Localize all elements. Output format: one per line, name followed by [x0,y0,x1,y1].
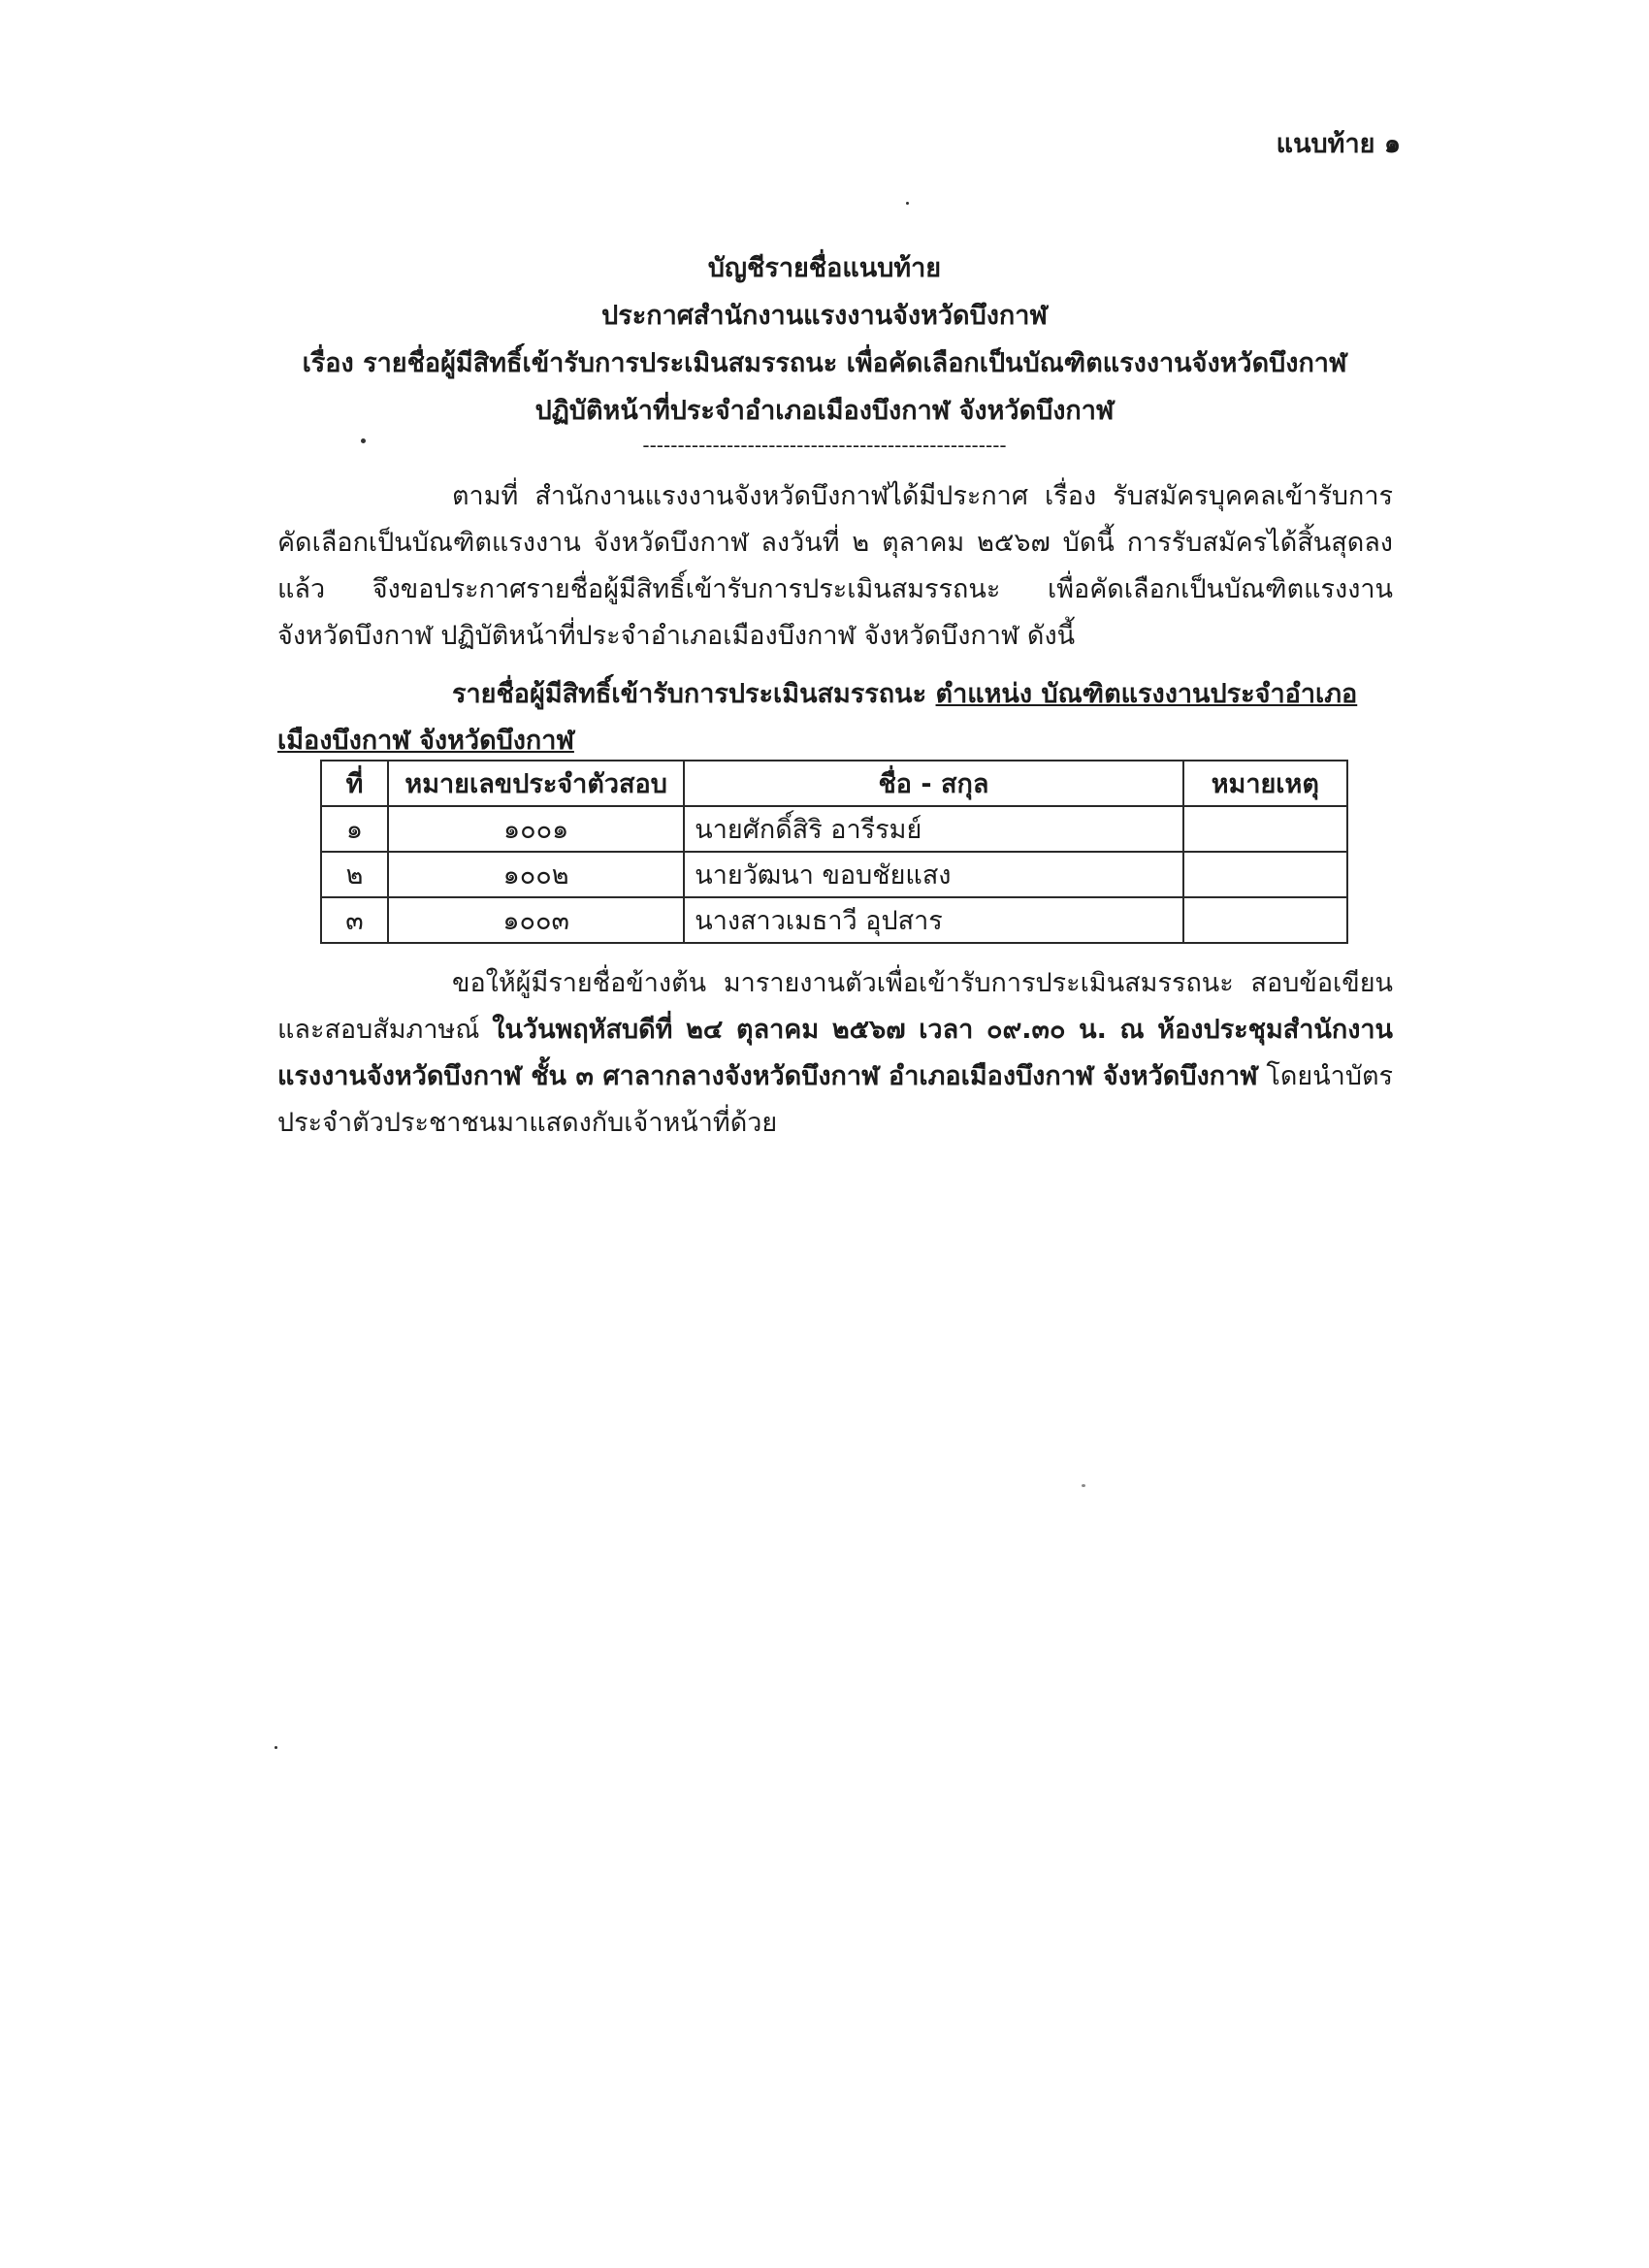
cell-no: ๑ [321,806,388,852]
table-row [321,897,1347,943]
candidates-table [320,760,1348,944]
closing-text-3: โดยนำบัตรประจำตัวประชาชนมาแสดงกับเจ้าหน้าที่ด้วย [277,1061,1393,1138]
heading-line-2: ประกาศสำนักงานแรงงานจังหวัดบึงกาฬ [601,301,1048,331]
attachment-label: แนบท้าย ๑ [1276,129,1401,159]
scan-speck [1082,1484,1085,1487]
closing-text-1: ขอให้ผู้มีรายชื่อข้างต้น มารายงานตัวเพื่อเข้ารับการประเมินสมรรถนะ สอบข้อเขียน และสอบสัมภาษณ์ [277,968,1393,1045]
cell-remark [1183,852,1347,897]
cell-remark [1183,806,1347,852]
intro-text: ตามที่ สำนักงานแรงงานจังหวัดบึงกาฬได้มีประกาศ เรื่อง รับสมัครบุคคลเข้ารับการคัดเลือกเป็นบัณฑิตแรงงาน จังหวัดบึงกาฬ ลงวันที่ ๒ ตุลาคม ๒๕๖๗ บัดนี้ การรับสมัครได้สิ้นสุดลงแล้ว จึงขอประกาศรายชื่อผู้มีสิทธิ์เข้ารับการประเมินสมรรถนะ เพื่อคัดเลือกเป็นบัณฑิตแรงงาน จังหวัดบึงกาฬ ปฏิบัติหน้าที่ประจำอำเภอเมืองบึงกาฬ จังหวัดบึงกาฬ ดังนี้ [277,481,1393,651]
header-name: ชื่อ - สกุล [684,761,1182,806]
intro-paragraph [277,473,1393,660]
list-title-prefix: รายชื่อผู้มีสิทธิ์เข้ารับการประเมินสมรรถนะ [452,679,927,709]
list-title-position: ตำแหน่ง บัณฑิตแรงงานประจำอำเภอเมืองบึงกาฬ จังหวัดบึงกาฬ [277,679,1358,756]
heading-subject: เรื่อง รายชื่อผู้มีสิทธิ์เข้ารับการประเมินสมรรถนะ เพื่อคัดเลือกเป็นบัณฑิตแรงงานจังหวัดบึงกาฬ [302,348,1347,378]
cell-exam-id: ๑๐๐๓ [388,897,684,943]
scan-speck [906,202,909,205]
closing-text-schedule: ในวันพฤหัสบดีที่ ๒๔ ตุลาคม ๒๕๖๗ เวลา ๐๙.๓๐ น. ณ ห้องประชุมสำนักงานแรงงานจังหวัดบึงกาฬ ชั้น ๓ ศาลากลางจังหวัดบึงกาฬ อำเภอเมืองบึงกาฬ จังหวัดบึงกาฬ [277,1015,1394,1091]
scan-speck [361,438,366,443]
cell-no: ๓ [321,897,388,943]
document-heading [194,244,1455,460]
scan-speck [275,1746,277,1749]
cell-exam-id: ๑๐๐๒ [388,852,684,897]
cell-name: นายวัฒนา ขอบชัยแสง [684,852,1182,897]
closing-paragraph [277,960,1393,1147]
table-header-row [321,761,1347,806]
cell-name: นายศักดิ์สิริ อารีรมย์ [684,806,1182,852]
cell-name: นางสาวเมธาวี อุปสาร [684,897,1182,943]
heading-line-1: บัญชีรายชื่อแนบท้าย [707,253,942,283]
header-no: ที่ [321,761,388,806]
table-row [321,806,1347,852]
table-row [321,852,1347,897]
header-remark: หมายเหตุ [1183,761,1347,806]
cell-no: ๒ [321,852,388,897]
header-exam-id: หมายเลขประจำตัวสอบ [388,761,684,806]
heading-divider: ---------------------------------------------------- [642,434,1007,457]
cell-remark [1183,897,1347,943]
candidate-list-title [277,671,1393,764]
cell-exam-id: ๑๐๐๑ [388,806,684,852]
heading-line-4: ปฏิบัติหน้าที่ประจำอำเภอเมืองบึงกาฬ จังหวัดบึงกาฬ [534,396,1115,426]
